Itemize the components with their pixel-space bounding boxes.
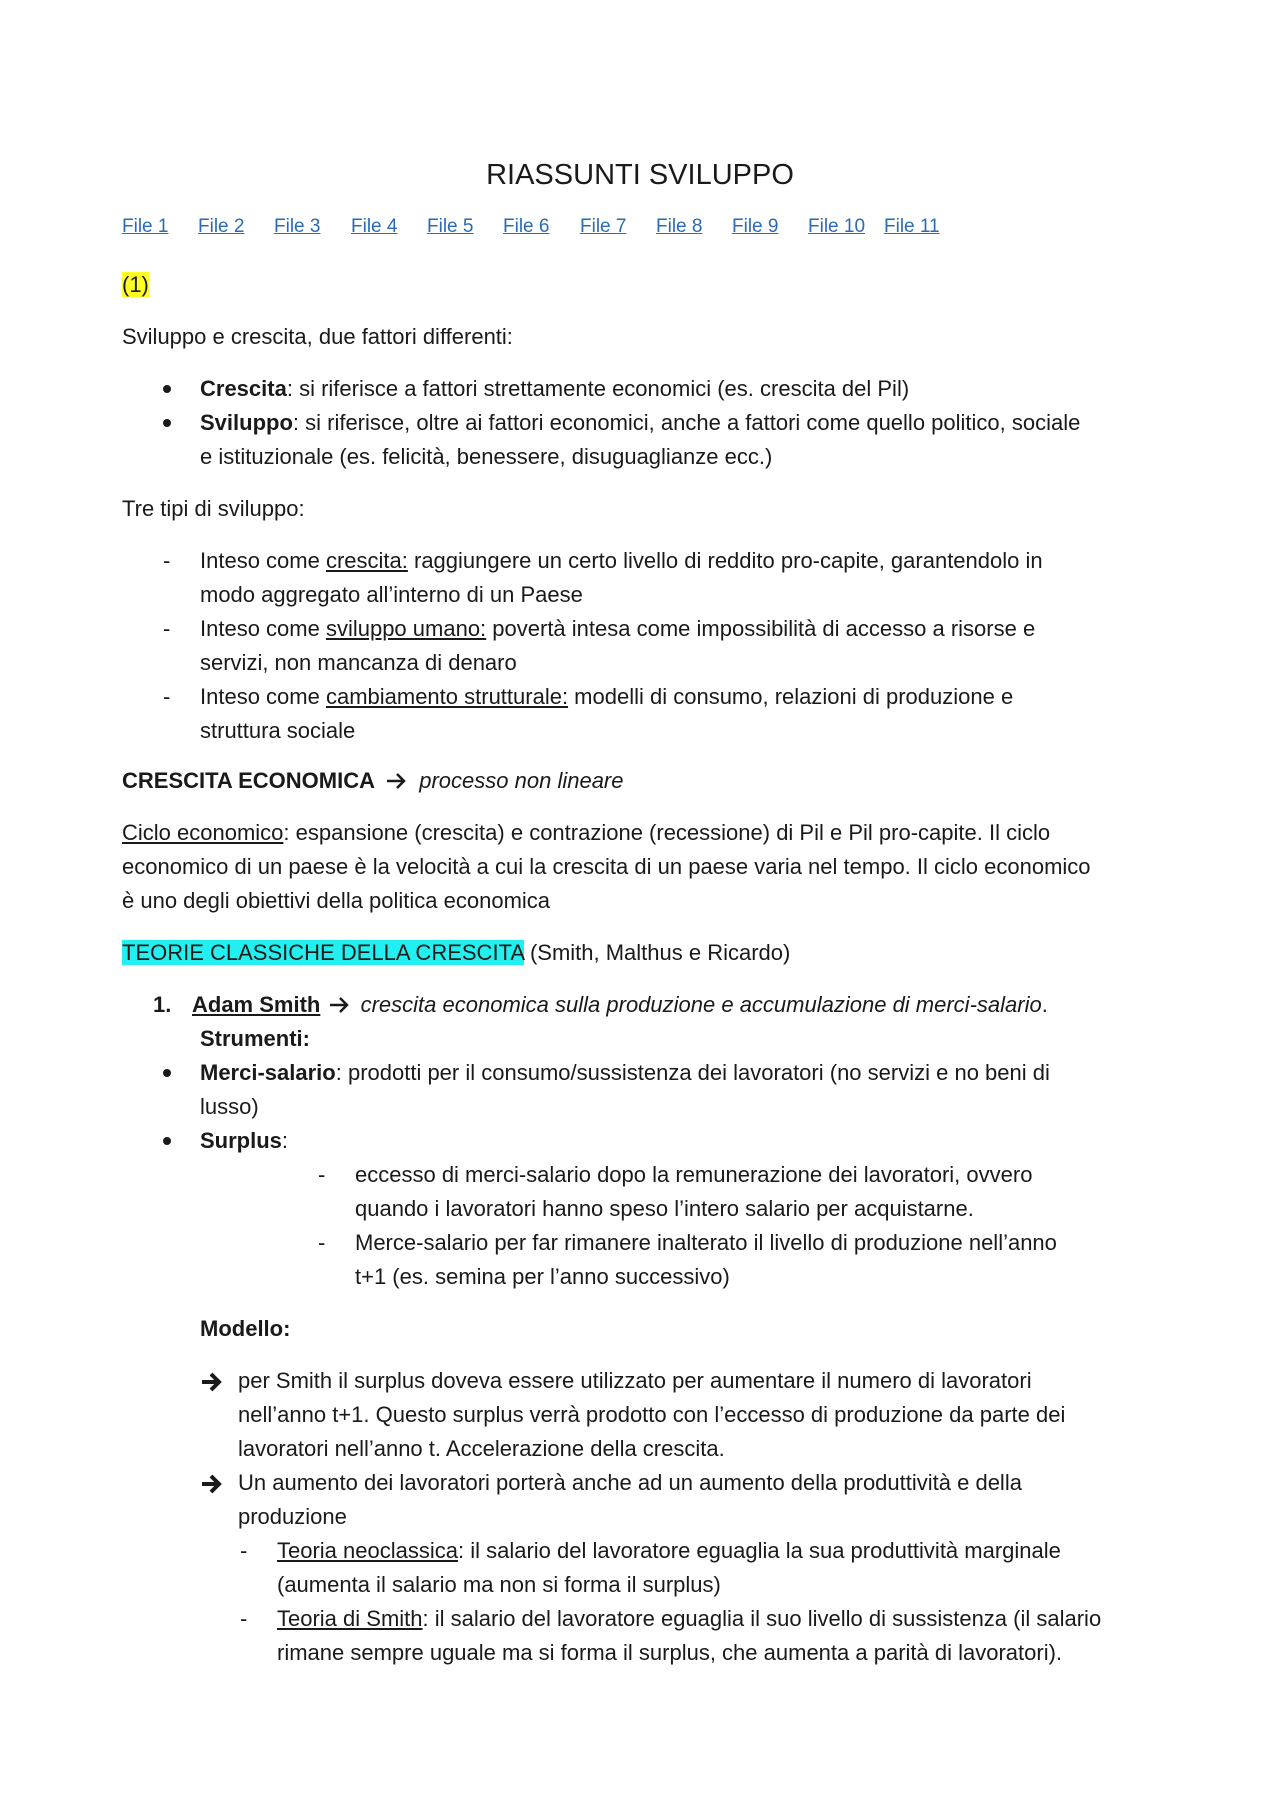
link-file-11[interactable]: File 11 — [884, 216, 940, 237]
theory-text: : il salario del lavoratore eguaglia la sua produttività marginale — [457, 1538, 1061, 1563]
link-file-8[interactable]: File 8 — [656, 216, 703, 237]
intro-text: Sviluppo e crescita, due fattori differenti: — [122, 324, 513, 349]
model-label: Modello: — [200, 1316, 291, 1341]
growth-heading-line — [122, 766, 624, 796]
bullet-sviluppo — [200, 408, 1080, 438]
smith-period: . — [1041, 992, 1048, 1017]
surplus-colon: : — [281, 1128, 289, 1153]
bullet-crescita — [200, 374, 909, 404]
type-item — [200, 614, 1035, 644]
link-file-5[interactable]: File 5 — [427, 216, 474, 237]
bullet-text: : si riferisce a fattori strettamente economici (es. crescita del Pil) — [286, 376, 910, 401]
theories-heading — [122, 938, 790, 968]
link-file-9[interactable]: File 9 — [732, 216, 779, 237]
dash-marker: - — [240, 1606, 248, 1631]
dash-marker: - — [163, 548, 171, 573]
type-prefix: Inteso come — [200, 616, 326, 641]
link-file-6[interactable]: File 6 — [503, 216, 550, 237]
theory-item-continued: rimane sempre uguale ma si forma il surplus, che aumenta a parità di lavoratori). — [277, 1640, 1063, 1665]
theories-authors: (Smith, Malthus e Ricardo) — [523, 940, 791, 965]
type-prefix: Inteso come — [200, 548, 326, 573]
section-tag-line — [122, 270, 149, 300]
theory-item-continued: (aumenta il salario ma non si forma il surplus) — [277, 1572, 721, 1597]
dash-marker: - — [163, 616, 171, 641]
bullet-dot-icon — [163, 385, 171, 393]
cycle-line-2: economico di un paese è la velocità a cui la crescita di un paese varia nel tempo. Il ciclo economico — [122, 854, 1091, 879]
theory-item — [277, 1536, 1061, 1566]
bullet-dot-icon — [163, 1137, 171, 1145]
growth-subtitle: processo non lineare — [419, 768, 624, 793]
model-point: per Smith il surplus doveva essere utilizzato per aumentare il numero di lavoratori — [238, 1368, 1032, 1393]
type-item — [200, 546, 1043, 576]
model-point-continued: lavoratori nell’anno t. Accelerazione della crescita. — [238, 1436, 725, 1461]
merci-term: Merci-salario — [200, 1060, 336, 1085]
type-item-continued: servizi, non mancanza di denaro — [200, 650, 517, 675]
theory-term: Teoria neoclassica — [277, 1538, 458, 1563]
merci-bullet — [200, 1058, 1050, 1088]
smith-name: Adam Smith — [192, 992, 321, 1017]
dash-marker: - — [318, 1162, 326, 1187]
link-file-4[interactable]: File 4 — [351, 216, 398, 237]
type-prefix: Inteso come — [200, 684, 326, 709]
link-file-10[interactable]: File 10 — [808, 216, 866, 237]
cycle-line-1 — [122, 818, 1050, 848]
theory-text: : il salario del lavoratore eguaglia il suo livello di sussistenza (il salario — [422, 1606, 1102, 1631]
merci-text: : prodotti per il consumo/sussistenza dei lavoratori (no servizi e no beni di — [335, 1060, 1050, 1085]
surplus-item-continued: quando i lavoratori hanno speso l’intero salario per acquistarne. — [355, 1196, 974, 1221]
surplus-term: Surplus — [200, 1128, 282, 1153]
model-point: Un aumento dei lavoratori porterà anche ad un aumento della produttività e della — [238, 1470, 1022, 1495]
document-title: RIASSUNTI SVILUPPO — [486, 159, 794, 191]
cycle-line-3: è uno degli obiettivi della politica economica — [122, 888, 551, 913]
link-file-3[interactable]: File 3 — [274, 216, 321, 237]
type-term: cambiamento strutturale: — [325, 684, 569, 709]
surplus-bullet — [200, 1126, 288, 1156]
link-file-2[interactable]: File 2 — [198, 216, 245, 237]
dash-marker: - — [240, 1538, 248, 1563]
merci-text-continued: lusso) — [200, 1094, 259, 1119]
link-file-1[interactable]: File 1 — [122, 216, 169, 237]
dash-marker: - — [163, 684, 171, 709]
type-text: raggiungere un certo livello di reddito pro-capite, garantendolo in — [407, 548, 1043, 573]
smith-number: 1. — [153, 992, 172, 1017]
type-item — [200, 682, 1013, 712]
bullet-dot-icon — [163, 419, 171, 427]
cycle-text: : espansione (crescita) e contrazione (recessione) di Pil e Pil pro-capite. Il ciclo — [283, 820, 1051, 845]
theory-term: Teoria di Smith — [277, 1606, 423, 1631]
type-item-continued: struttura sociale — [200, 718, 356, 743]
type-item-continued: modo aggregato all’interno di un Paese — [200, 582, 583, 607]
surplus-item-continued: t+1 (es. semina per l’anno successivo) — [355, 1264, 730, 1289]
type-text: modelli di consumo, relazioni di produzione e — [568, 684, 1014, 709]
surplus-item: Merce-salario per far rimanere inalterato il livello di produzione nell’anno — [355, 1230, 1057, 1255]
type-term: sviluppo umano: — [325, 616, 487, 641]
link-file-7[interactable]: File 7 — [580, 216, 627, 237]
smith-line — [192, 990, 1048, 1020]
dash-marker: - — [318, 1230, 326, 1255]
bullet-text: : si riferisce, oltre ai fattori economici, anche a fattori come quello politico, sociale — [292, 410, 1081, 435]
tools-label: Strumenti: — [200, 1026, 310, 1051]
smith-description: crescita economica sulla produzione e accumulazione di merci-salario — [360, 992, 1042, 1017]
theory-item — [277, 1604, 1101, 1634]
theories-highlight: TEORIE CLASSICHE DELLA CRESCITA — [122, 940, 524, 965]
bold-arrow-right-icon — [200, 1473, 224, 1495]
cycle-term: Ciclo economico — [122, 820, 284, 845]
bullet-text-continued: e istituzionale (es. felicità, benessere, disuguaglianze ecc.) — [200, 444, 773, 469]
surplus-item: eccesso di merci-salario dopo la remunerazione dei lavoratori, ovvero — [355, 1162, 1033, 1187]
arrow-right-icon — [385, 771, 409, 791]
arrow-right-icon — [328, 995, 352, 1015]
bullet-term: Sviluppo — [200, 410, 293, 435]
bullet-dot-icon — [163, 1069, 171, 1077]
type-term: crescita: — [325, 548, 408, 573]
bold-arrow-right-icon — [200, 1371, 224, 1393]
growth-heading: CRESCITA ECONOMICA — [122, 768, 375, 793]
model-point-continued: produzione — [238, 1504, 347, 1529]
section-tag: (1) — [122, 272, 149, 297]
bullet-term: Crescita — [200, 376, 287, 401]
model-point-continued: nell’anno t+1. Questo surplus verrà prodotto con l’eccesso di produzione da parte dei — [238, 1402, 1066, 1427]
type-text: povertà intesa come impossibilità di accesso a risorse e — [486, 616, 1036, 641]
types-intro: Tre tipi di sviluppo: — [122, 496, 305, 521]
